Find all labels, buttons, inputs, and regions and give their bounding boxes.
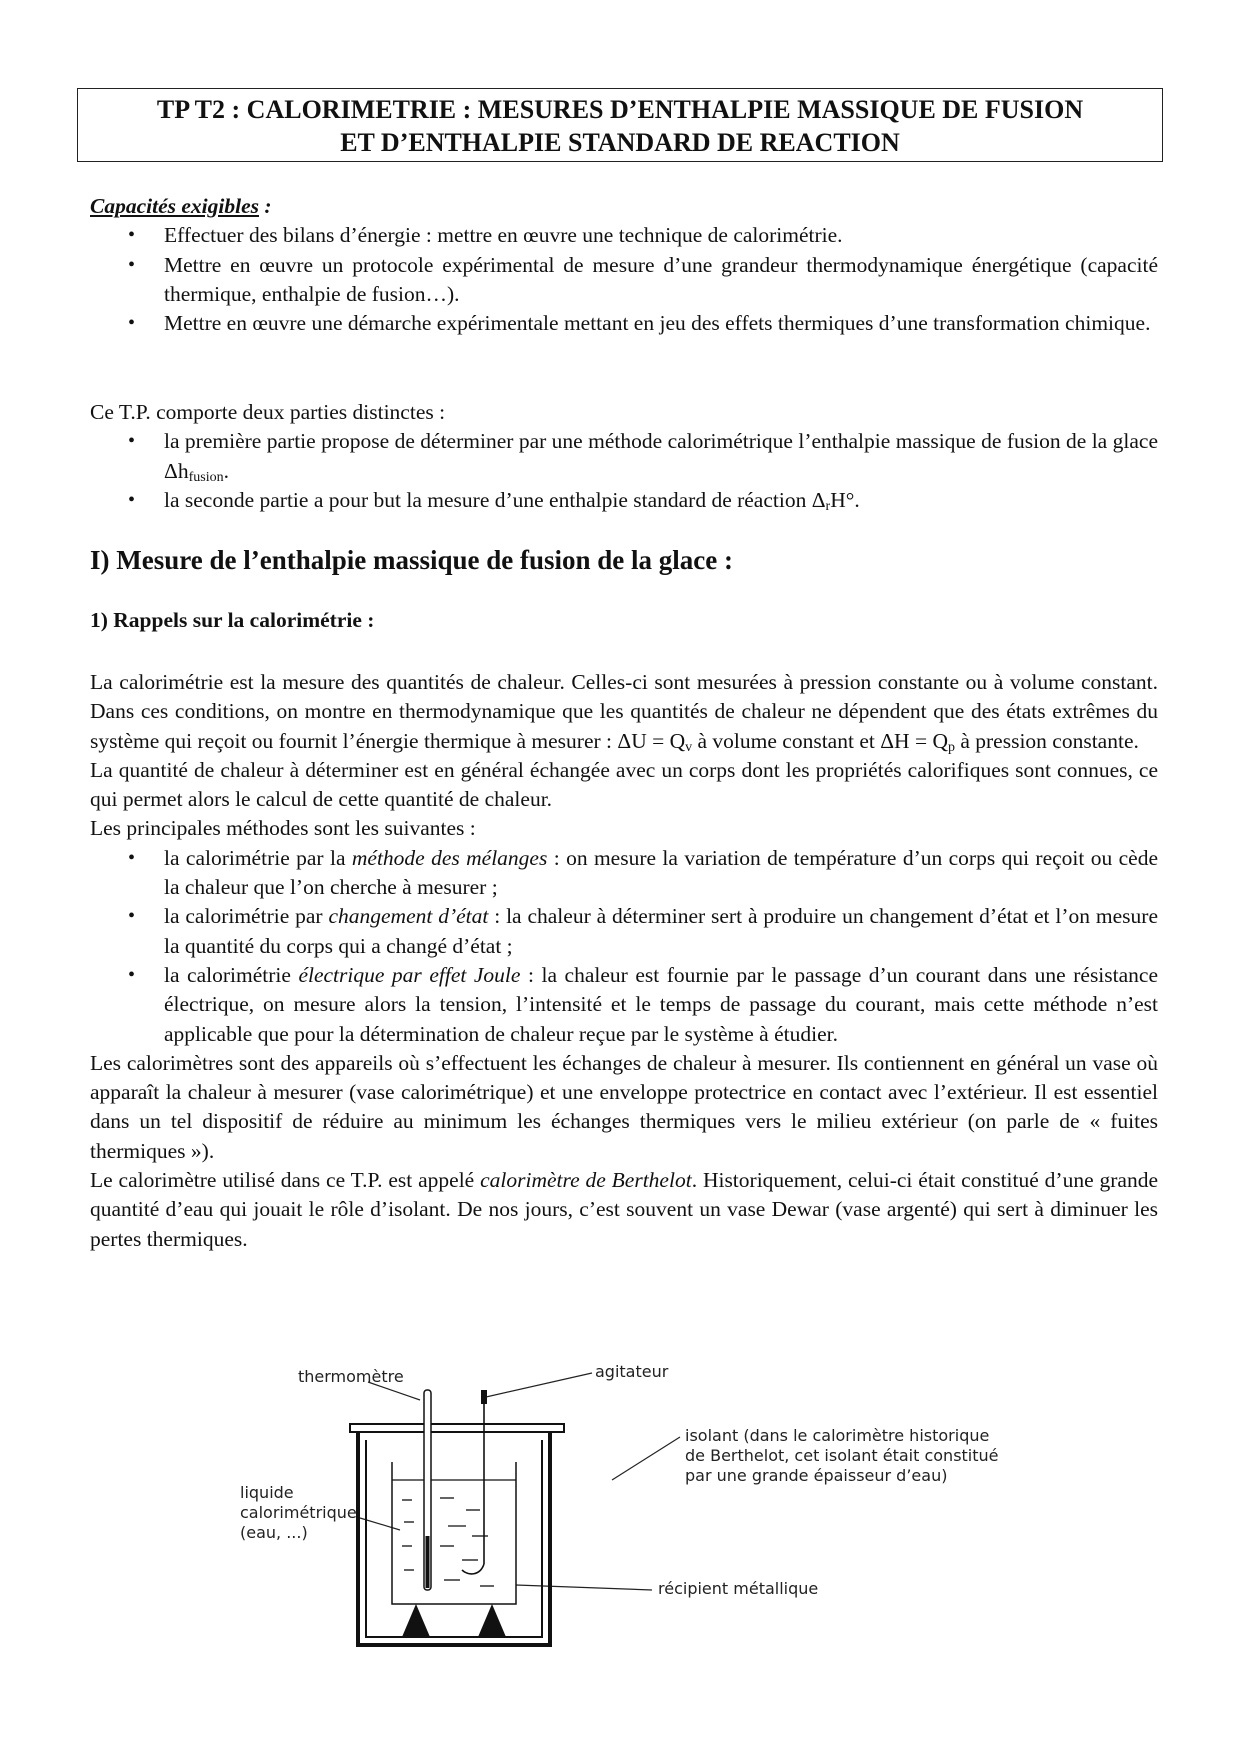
parties-list xyxy=(90,427,1158,515)
lid xyxy=(350,1424,564,1432)
title-line-1: TP T2 : CALORIMETRIE : MESURES D’ENTHALPIE MASSIQUE DE FUSION xyxy=(156,95,1084,124)
title-line-2: ET D’ENTHALPIE STANDARD DE REACTION xyxy=(340,128,900,157)
thermometer-bulb xyxy=(426,1536,430,1588)
outer-vessel xyxy=(358,1432,550,1645)
list-item xyxy=(90,902,1158,961)
label-isolant-1: isolant (dans le calorimètre historique xyxy=(685,1426,990,1445)
m3-a: la calorimétrie xyxy=(164,962,299,987)
p5-em: calorimètre de Berthelot xyxy=(480,1168,692,1193)
m1-b: : on mesure la variation de température d’un corps qui reçoit ou cède la chaleur que l’on cherche à mesurer ; xyxy=(164,845,1159,900)
list-item xyxy=(90,844,1158,903)
paragraph: Les principales méthodes sont les suivantes : xyxy=(90,816,476,841)
parties-item2-sub: r xyxy=(825,498,831,514)
paragraph xyxy=(90,1166,1158,1254)
m3-b: : la chaleur est fournie par le passage d’un courant dans une résistance électrique, on mesure alors la tension, l’intensité et le temps de passage du courant, mais cette méthode n’est applicable que pour la détermination de chaleur reçue par le système à étudier. xyxy=(164,962,1158,1046)
parties-item1-sub: fusion xyxy=(188,469,224,485)
paragraph: Les calorimètres sont des appareils où s’effectuent les échanges de chaleur à mesurer. Ils contiennent en général un vase où apparaît la chaleur à mesurer (vase calorimétrique) et une enveloppe protectrice en contact avec l’extérieur. Il est essentiel dans un tel dispositif de réduire au minimum les échanges thermiques vers le milieu extérieur (on parle de « fuites thermiques »). xyxy=(90,1050,1158,1163)
leader-line xyxy=(612,1437,680,1480)
support-foot xyxy=(478,1604,506,1637)
parties-item2-end: H°. xyxy=(830,487,860,512)
liquid-dashes xyxy=(402,1498,494,1586)
agitator-handle xyxy=(481,1390,487,1404)
m1-em: méthode des mélanges xyxy=(351,845,548,870)
list-item xyxy=(90,961,1158,1049)
list-item: • Mettre en œuvre un protocole expérimental de mesure d’une grandeur thermodynamique énergétique (capacité thermique, enthalpie de fusion…). xyxy=(90,251,1158,310)
p5-a: Le calorimètre utilisé dans ce T.P. est appelé xyxy=(90,1168,481,1193)
leader-line xyxy=(486,1373,592,1397)
list-item xyxy=(90,427,1158,486)
parties-intro: Ce T.P. comporte deux parties distinctes : xyxy=(90,400,446,424)
inner-vessel xyxy=(392,1462,516,1604)
label-liquide-2: calorimétrique xyxy=(240,1503,357,1522)
m1-a: la calorimétrie par la xyxy=(164,845,352,870)
m2-em: changement d’état xyxy=(328,904,489,929)
p1-a: La calorimétrie est la mesure des quantités de chaleur. Celles-ci sont mesurées à pression constante ou à volume constant. Dans ces conditions, on montre en thermodynamique que les quantités de chaleur ne dépendent que des états extrêmes du système qui reçoit ou fournit l’énergie thermique à mesurer : ΔU = Q xyxy=(90,670,1158,753)
p1-sub1: v xyxy=(685,739,693,755)
p5-b: . Historiquement, celui-ci était constitué d’une grande quantité d’eau qui jouait le rôle d’isolant. De nos jours, c’est souvent un vase Dewar (vase argenté) qui sert à diminuer les pertes thermiques. xyxy=(90,1168,1159,1251)
list-item xyxy=(90,486,1158,515)
capacites-colon: : xyxy=(259,194,272,218)
m3-em: électrique par effet Joule xyxy=(298,962,521,987)
m2-a: la calorimétrie par xyxy=(164,904,329,929)
p1-c: à pression constante. xyxy=(954,728,1139,753)
parties-section xyxy=(90,398,1158,515)
parties-item1-text: la première partie propose de déterminer par une méthode calorimétrique l’enthalpie massique de fusion de la glace Δh xyxy=(164,429,1158,483)
section-heading: I) Mesure de l’enthalpie massique de fusion de la glace : xyxy=(90,545,733,575)
leader-line xyxy=(516,1585,652,1590)
label-recipient: récipient métallique xyxy=(658,1579,819,1598)
p1-sub2: p xyxy=(947,739,955,755)
label-liquide-3: (eau, ...) xyxy=(240,1523,308,1542)
subsection-heading: 1) Rappels sur la calorimétrie : xyxy=(90,608,375,632)
body-text xyxy=(90,668,1158,1254)
agitator-hook xyxy=(462,1564,484,1574)
parties-item1-end: . xyxy=(223,458,229,483)
label-liquide-1: liquide xyxy=(240,1483,294,1502)
paragraph: La quantité de chaleur à déterminer est en général échangée avec un corps dont les propriétés calorifiques sont connues, ce qui permet alors le calcul de cette quantité de chaleur. xyxy=(90,757,1158,812)
capacites-section xyxy=(90,192,1158,338)
label-isolant-3: par une grande épaisseur d’eau) xyxy=(685,1466,948,1485)
methods-list xyxy=(90,844,1158,1049)
list-item: • Mettre en œuvre une démarche expérimentale mettant en jeu des effets thermiques d’une transformation chimique. xyxy=(90,309,1158,338)
support-foot xyxy=(402,1604,430,1637)
label-thermometre: thermomètre xyxy=(298,1367,404,1386)
parties-item2-text: la seconde partie a pour but la mesure d’une enthalpie standard de réaction Δ xyxy=(164,487,826,512)
list-item: • Effectuer des bilans d’énergie : mettre en œuvre une technique de calorimétrie. xyxy=(90,221,1158,250)
capacites-heading: Capacités exigibles xyxy=(90,194,259,218)
title-box xyxy=(77,88,1163,162)
p1-b: à volume constant et ΔH = Q xyxy=(692,728,948,753)
label-agitateur: agitateur xyxy=(595,1362,669,1381)
m2-b: : la chaleur à déterminer sert à produire un changement d’état et l’on mesure la quantité du corps qui a changé d’état ; xyxy=(164,904,1158,958)
capacites-list xyxy=(90,221,1158,338)
label-isolant-2: de Berthelot, cet isolant était constitué xyxy=(685,1446,999,1465)
calorimeter-diagram xyxy=(240,1340,1060,1670)
paragraph xyxy=(90,668,1158,756)
